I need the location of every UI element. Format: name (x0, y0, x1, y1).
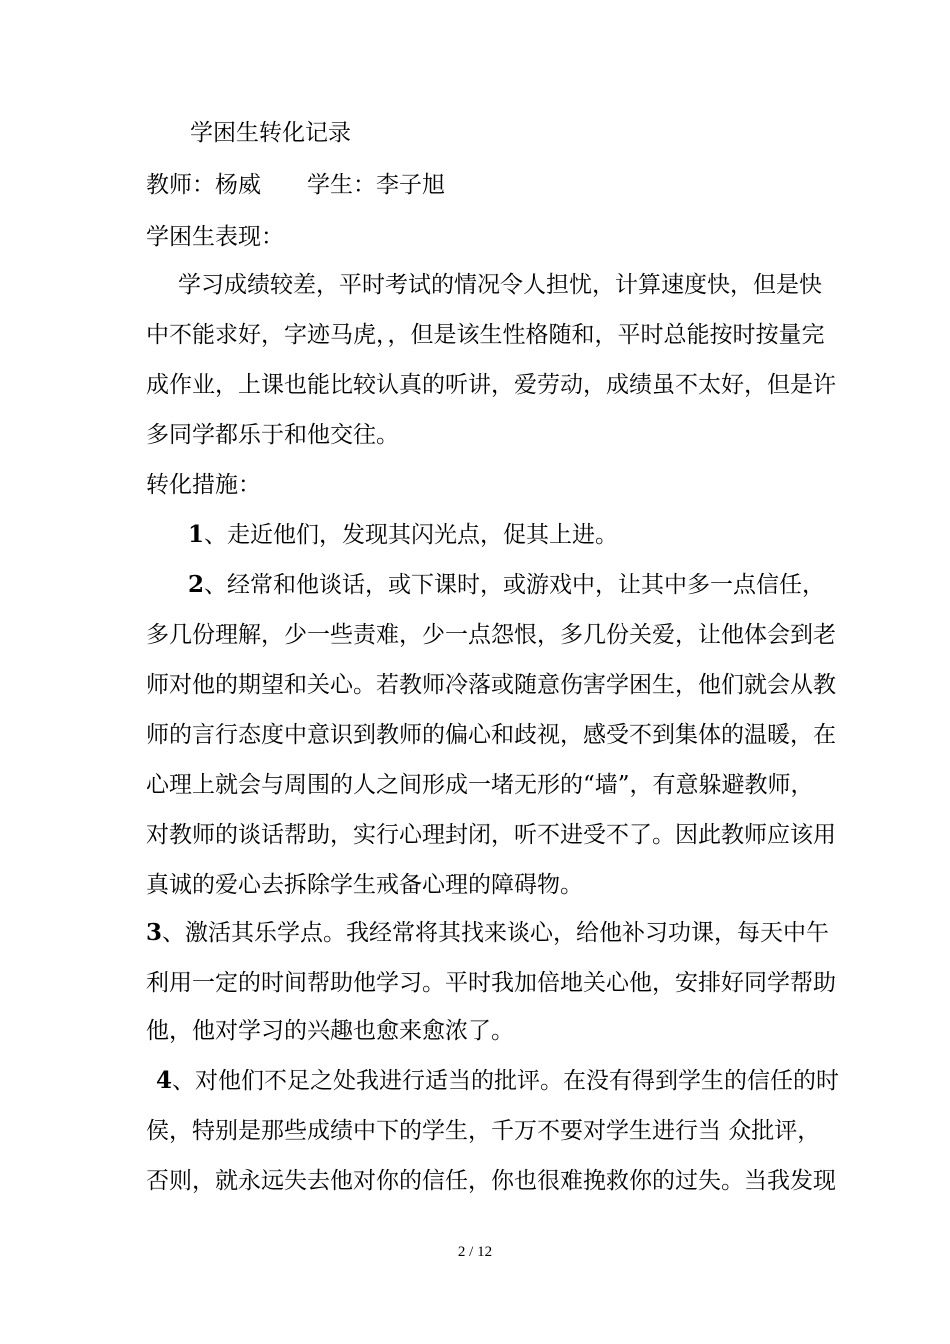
performance-line: 成作业，上课也能比较认真的听讲，爱劳动，成绩虽不太好，但是许 (146, 372, 836, 398)
page-number: 2 / 12 (457, 1244, 493, 1260)
measure-item-2-line: 对教师的谈话帮助，实行心理封闭，听不进受不了。因此教师应该用 (146, 822, 836, 848)
item-number: 1 (188, 521, 205, 548)
item-number: 4 (156, 1067, 173, 1094)
teacher-student-line: 教师：杨威 学生：李子旭 (146, 172, 445, 198)
measure-item-3-line: 利用一定的时间帮助他学习。平时我加倍地关心他，安排好同学帮助 (146, 970, 836, 996)
measures-heading: 转化措施： (146, 472, 261, 498)
measure-item-3 (146, 918, 829, 948)
item-number: 2 (188, 571, 205, 598)
measure-item-2 (188, 570, 825, 600)
measure-item-2-line: 多几份理解，少一些责难，少一点怨恨，多几份关爱，让他体会到老 (146, 622, 836, 648)
measure-item-2-line: 师的言行态度中意识到教师的偏心和歧视，感受不到集体的温暖，在 (146, 722, 836, 748)
performance-line: 多同学都乐于和他交往。 (146, 422, 399, 448)
document-title: 学困生转化记录 (190, 120, 351, 146)
measure-item-4-line: 侯，特别是那些成绩中下的学生，千万不要对学生进行当 众批评， (146, 1118, 821, 1144)
item-text: 、走近他们，发现其闪光点，促其上进。 (204, 522, 619, 548)
performance-line: 学习成绩较差，平时考试的情况令人担忧，计算速度快，但是快 (178, 272, 822, 298)
performance-heading: 学困生表现： (146, 224, 284, 250)
performance-line: 中不能求好，字迹马虎，，但是该生性格随和，平时总能按时按量完 (146, 322, 825, 348)
measure-item-2-line: 真诚的爱心去拆除学生戒备心理的障碍物。 (146, 872, 583, 898)
measure-item-3-line: 他，他对学习的兴趣也愈来愈浓了。 (146, 1018, 514, 1044)
measure-item-4 (156, 1066, 839, 1096)
measure-item-1 (188, 520, 618, 550)
item-text: 、经常和他谈话，或下课时，或游戏中，让其中多一点信任， (204, 572, 826, 598)
item-number: 3 (146, 919, 163, 946)
measure-item-4-line: 否则，就永远失去他对你的信任，你也很难挽救你的过失。当我发现 (146, 1168, 836, 1194)
item-text: 、激活其乐学点。我经常将其找来谈心，给他补习功课，每天中午 (162, 920, 830, 946)
measure-item-2-line: 师对他的期望和关心。若教师冷落或随意伤害学困生，他们就会从教 (146, 672, 836, 698)
item-text: 、对他们不足之处我进行适当的批评。在没有得到学生的信任的时 (172, 1068, 840, 1094)
measure-item-2-line: 心理上就会与周围的人之间形成一堵无形的“墙”，有意躲避教师， (146, 772, 814, 798)
